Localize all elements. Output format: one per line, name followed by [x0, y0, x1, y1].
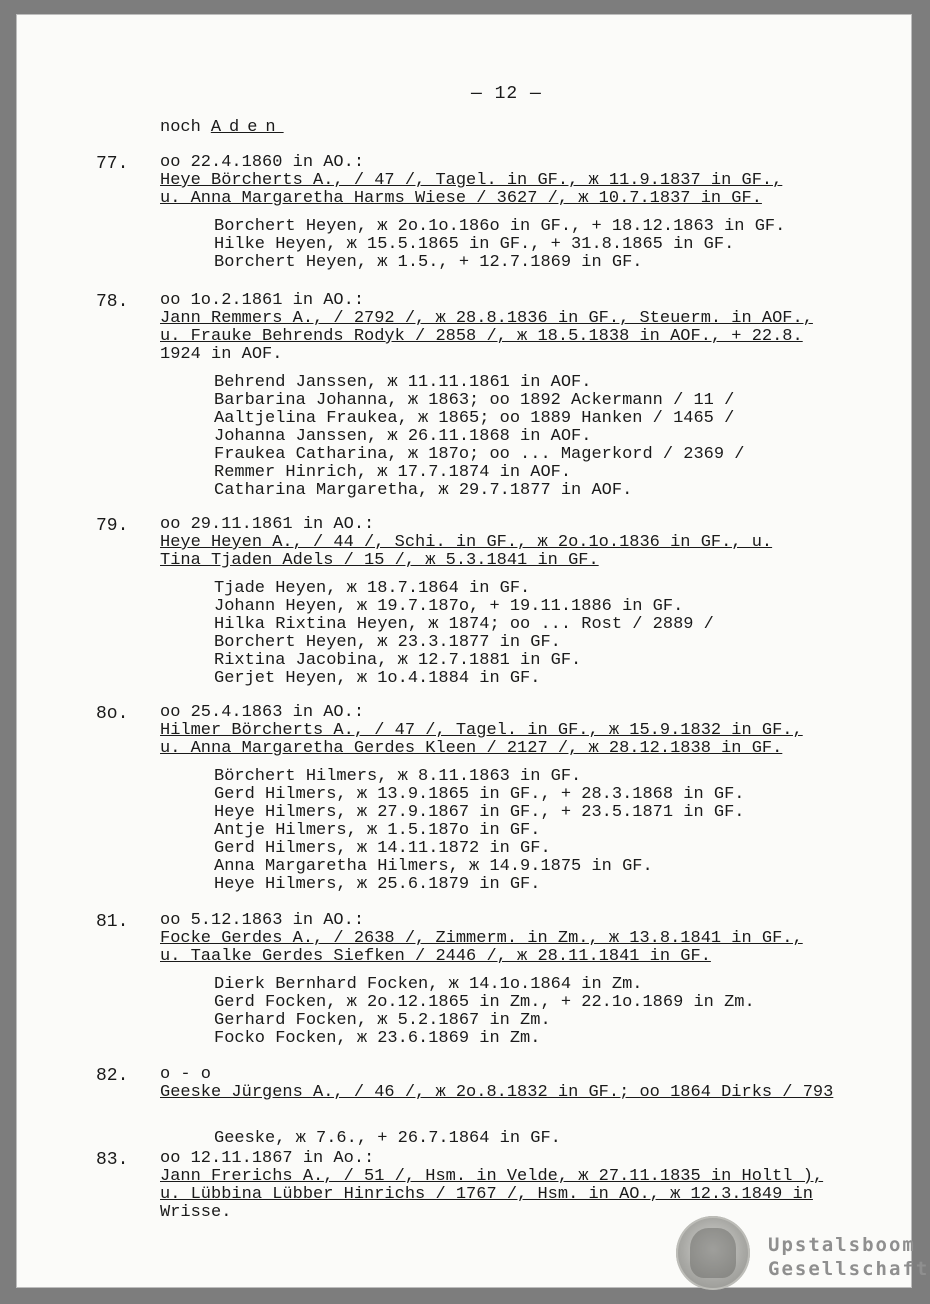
spouse-line: u. Anna Margaretha Gerdes Kleen / 2127 /, ж 28.12.1838 in GF. — [160, 739, 783, 758]
marriage-date-line: oo 29.11.1861 in AO.: — [160, 515, 375, 534]
spouse-line: u. Lübbina Lübber Hinrichs / 1767 /, Hsm. in AO., ж 12.3.1849 in — [160, 1185, 813, 1204]
entry-number: 78. — [96, 292, 129, 312]
child-line: Heye Hilmers, ж 27.9.1867 in GF., + 23.5.1871 in GF. — [214, 803, 745, 822]
marriage-date-line: oo 12.11.1867 in Ao.: — [160, 1149, 375, 1168]
spouse-line: Heye Börcherts A., / 47 /, Tagel. in GF., ж 11.9.1837 in GF., — [160, 171, 783, 190]
child-line: Borchert Heyen, ж 2o.1o.186o in GF., + 18.12.1863 in GF. — [214, 217, 786, 236]
child-line: Heye Hilmers, ж 25.6.1879 in GF. — [214, 875, 541, 894]
entry-number: 83. — [96, 1150, 129, 1170]
child-line: Catharina Margaretha, ж 29.7.1877 in AOF. — [214, 481, 633, 500]
child-line: Gerd Focken, ж 2o.12.1865 in Zm., + 22.1o.1869 in Zm. — [214, 993, 755, 1012]
child-line: Antje Hilmers, ж 1.5.187o in GF. — [214, 821, 541, 840]
entry-number: 8o. — [96, 704, 129, 724]
child-line: Gerd Hilmers, ж 14.11.1872 in GF. — [214, 839, 551, 858]
spouse-line: Tina Tjaden Adels / 15 /, ж 5.3.1841 in GF. — [160, 551, 599, 570]
child-line: Rixtina Jacobina, ж 12.7.1881 in GF. — [214, 651, 582, 670]
document-page — [16, 14, 930, 1288]
logo-line-1: Upstalsboom — [768, 1234, 916, 1256]
spouse-line: Wrisse. — [160, 1203, 232, 1222]
marriage-date-line: o - o — [160, 1065, 212, 1084]
spouse-line: Geeske Jürgens A., / 46 /, ж 2o.8.1832 in GF.; oo 1864 Dirks / 793 — [160, 1083, 834, 1102]
marriage-date-line: oo 22.4.1860 in AO.: — [160, 153, 365, 172]
child-line: Borchert Heyen, ж 1.5., + 12.7.1869 in GF. — [214, 253, 643, 272]
spouse-line: Hilmer Börcherts A., / 47 /, Tagel. in GF., ж 15.9.1832 in GF., — [160, 721, 803, 740]
logo-line-2: Gesellschaft — [768, 1258, 930, 1280]
child-line: Gerhard Focken, ж 5.2.1867 in Zm. — [214, 1011, 551, 1030]
child-line: Dierk Bernhard Focken, ж 14.1o.1864 in Zm. — [214, 975, 643, 994]
spouse-line: u. Frauke Behrends Rodyk / 2858 /, ж 18.5.1838 in AOF., + 22.8. — [160, 327, 803, 346]
entry-number: 79. — [96, 516, 129, 536]
child-line: Anna Margaretha Hilmers, ж 14.9.1875 in GF. — [214, 857, 653, 876]
child-line: Barbarina Johanna, ж 1863; oo 1892 Ackermann / 11 / — [214, 391, 735, 410]
child-line: Behrend Janssen, ж 11.11.1861 in AOF. — [214, 373, 592, 392]
spouse-line: Jann Remmers A., / 2792 /, ж 28.8.1836 in GF., Steuerm. in AOF., — [160, 309, 813, 328]
entry-number: 77. — [96, 154, 129, 174]
spouse-line: Heye Heyen A., / 44 /, Schi. in GF., ж 2o.1o.1836 in GF., u. — [160, 533, 773, 552]
child-line: Geeske, ж 7.6., + 26.7.1864 in GF. — [214, 1129, 561, 1148]
child-line: Aaltjelina Fraukea, ж 1865; oo 1889 Hanken / 1465 / — [214, 409, 735, 428]
child-line: Borchert Heyen, ж 23.3.1877 in GF. — [214, 633, 561, 652]
seal-icon — [676, 1216, 750, 1290]
child-line: Gerjet Heyen, ж 1o.4.1884 in GF. — [214, 669, 541, 688]
child-line: Tjade Heyen, ж 18.7.1864 in GF. — [214, 579, 531, 598]
spouse-line: Focke Gerdes A., / 2638 /, Zimmerm. in Zm., ж 13.8.1841 in GF., — [160, 929, 803, 948]
section-prefix: noch — [160, 118, 201, 137]
child-line: Johanna Janssen, ж 26.11.1868 in AOF. — [214, 427, 592, 446]
child-line: Johann Heyen, ж 19.7.187o, + 19.11.1886 in GF. — [214, 597, 684, 616]
child-line: Hilke Heyen, ж 15.5.1865 in GF., + 31.8.1865 in GF. — [214, 235, 735, 254]
spouse-line: Jann Frerichs A., / 51 /, Hsm. in Velde, ж 27.11.1835 in Holtl ), — [160, 1167, 824, 1186]
page-number: — 12 — — [471, 84, 542, 104]
marriage-date-line: oo 1o.2.1861 in AO.: — [160, 291, 365, 310]
child-line: Hilka Rixtina Heyen, ж 1874; oo ... Rost / 2889 / — [214, 615, 714, 634]
child-line: Fraukea Catharina, ж 187o; oo ... Magerkord / 2369 / — [214, 445, 745, 464]
entry-number: 82. — [96, 1066, 129, 1086]
entry-number: 81. — [96, 912, 129, 932]
marriage-date-line: oo 25.4.1863 in AO.: — [160, 703, 365, 722]
child-line: Focko Focken, ж 23.6.1869 in Zm. — [214, 1029, 541, 1048]
section-heading — [160, 118, 284, 137]
upstalsboom-logo — [676, 1214, 930, 1294]
spouse-line: u. Taalke Gerdes Siefken / 2446 /, ж 28.11.1841 in GF. — [160, 947, 711, 966]
section-name: Aden — [210, 118, 284, 137]
spouse-line: 1924 in AOF. — [160, 345, 283, 364]
child-line: Börchert Hilmers, ж 8.11.1863 in GF. — [214, 767, 582, 786]
child-line: Gerd Hilmers, ж 13.9.1865 in GF., + 28.3.1868 in GF. — [214, 785, 745, 804]
child-line: Remmer Hinrich, ж 17.7.1874 in AOF. — [214, 463, 572, 482]
spouse-line: u. Anna Margaretha Harms Wiese / 3627 /, ж 10.7.1837 in GF. — [160, 189, 762, 208]
marriage-date-line: oo 5.12.1863 in AO.: — [160, 911, 365, 930]
